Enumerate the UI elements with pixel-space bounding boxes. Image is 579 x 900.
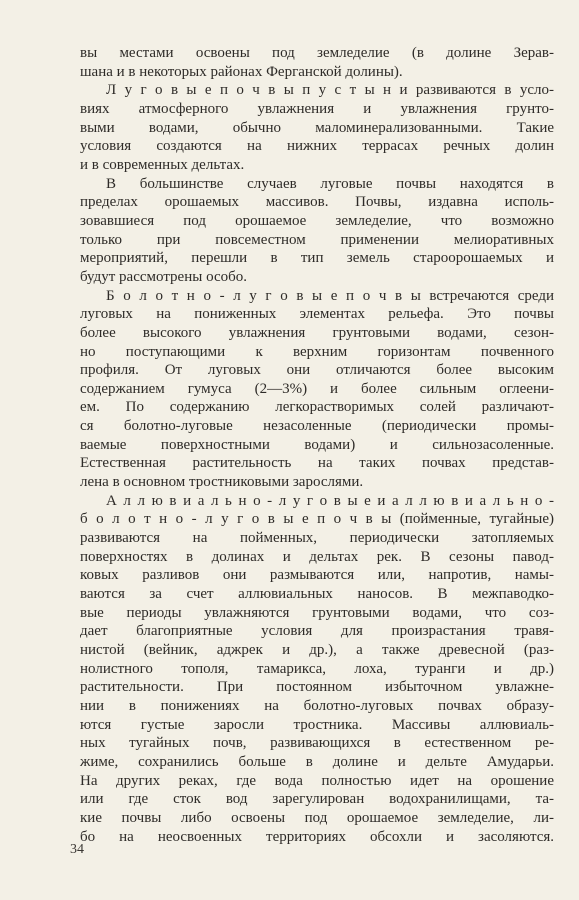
text-line: На других реках, где вода полностью идет на орошение xyxy=(80,772,554,789)
text-line: мероприятий, перешли в тип земель староорошаемых и xyxy=(80,250,554,267)
text-line: Л у г о в ы е п о ч в ы п у с т ы н и развиваются в усло- xyxy=(106,82,554,99)
text-line: б о л о т н о - л у г о в ы е п о ч в ы (пойменные, тугайные) xyxy=(80,511,554,528)
text-line: зовавшиеся под орошаемое земледелие, что возможно xyxy=(80,212,554,229)
text-line: В большинстве случаев луговые почвы находятся в xyxy=(106,175,554,192)
text-line: бо на неосвоенных территориях обсохли и засоляются. xyxy=(80,828,554,845)
text-line: содержанием гумуса (2—3%) и более сильным оглеени- xyxy=(80,380,554,397)
text-line: и в современных дельтах. xyxy=(80,156,245,173)
text-line: ных тугайных почв, развивающихся в естественном ре- xyxy=(80,735,554,752)
text-line: будут рассмотрены особо. xyxy=(80,268,247,285)
text-line: ваемые поверхностными водами) и сильнозасоленные. xyxy=(80,436,554,453)
text-line: лена в основном тростниковыми зарослями. xyxy=(80,474,364,491)
text-line: пределах орошаемых массивов. Почвы, издавна исполь- xyxy=(80,194,554,211)
text-line: А л л ю в и а л ь н о - л у г о в ы е и а л л ю в и а л ь н о - xyxy=(106,492,554,509)
text-line: нолистного тополя, тамарикса, лоха, туранги и др.) xyxy=(80,660,554,677)
text-line: жиме, сохранились больше в долине и дельте Амударьи. xyxy=(80,753,554,770)
text-line: кие почвы либо освоены под орошаемое земледелие, ли- xyxy=(80,809,554,826)
text-line: ются густые заросли тростника. Массивы аллювиаль- xyxy=(80,716,554,733)
text-line: выми водами, обычно маломинерализованными. Такие xyxy=(80,119,554,136)
text-line: ем. По содержанию легкорастворимых солей различают- xyxy=(80,399,554,416)
text-line: Б о л о т н о - л у г о в ы е п о ч в ы встречаются среди xyxy=(106,287,554,304)
text-line: профиля. От луговых они отличаются более высоким xyxy=(80,362,554,379)
text-line: поверхностях в долинах и дельтах рек. В сезоны павод- xyxy=(80,548,554,565)
text-line: луговых на пониженных элементах рельефа. Это почвы xyxy=(80,306,554,323)
text-line: но поступающими к верхним горизонтам почвенного xyxy=(80,343,554,360)
text-line: нии в понижениях на болотно-луговых почвах образу- xyxy=(80,697,554,714)
page-number: 34 xyxy=(70,842,84,857)
body-text xyxy=(80,44,554,846)
text-line: шана и в некоторых районах Ферганской долины). xyxy=(80,63,403,80)
text-line: Естественная растительность на таких почвах представ- xyxy=(80,455,554,472)
text-line: ся болотно-луговые незасоленные (периодически промы- xyxy=(80,418,554,435)
text-line: ваются за счет аллювиальных наносов. В межпаводко- xyxy=(80,586,554,603)
text-line: более высокого увлажнения грунтовыми водами, сезон- xyxy=(80,324,554,341)
text-line: развиваются на пойменных, периодически затопляемых xyxy=(80,530,554,547)
text-line: растительности. При постоянном избыточном увлажне- xyxy=(80,679,554,696)
text-line: только при повсеместном применении мелиоративных xyxy=(80,231,554,248)
text-line: дает благоприятные условия для произрастания травя- xyxy=(80,623,554,640)
text-line: или где сток вод зарегулирован водохранилищами, та- xyxy=(80,791,554,808)
text-line: ковых разливов они размываются или, напротив, намы- xyxy=(80,567,554,584)
text-line: вы местами освоены под земледелие (в долине Зерав- xyxy=(80,45,554,61)
text-line: виях атмосферного увлажнения и увлажнения грунто- xyxy=(80,100,554,117)
text-line: условия создаются на нижних террасах речных долин xyxy=(80,138,554,155)
text-line: вые периоды увлажняются грунтовыми водами, что соз- xyxy=(80,604,554,621)
text-line: нистой (вейник, аджрек и др.), а также древесной (раз- xyxy=(80,642,554,658)
